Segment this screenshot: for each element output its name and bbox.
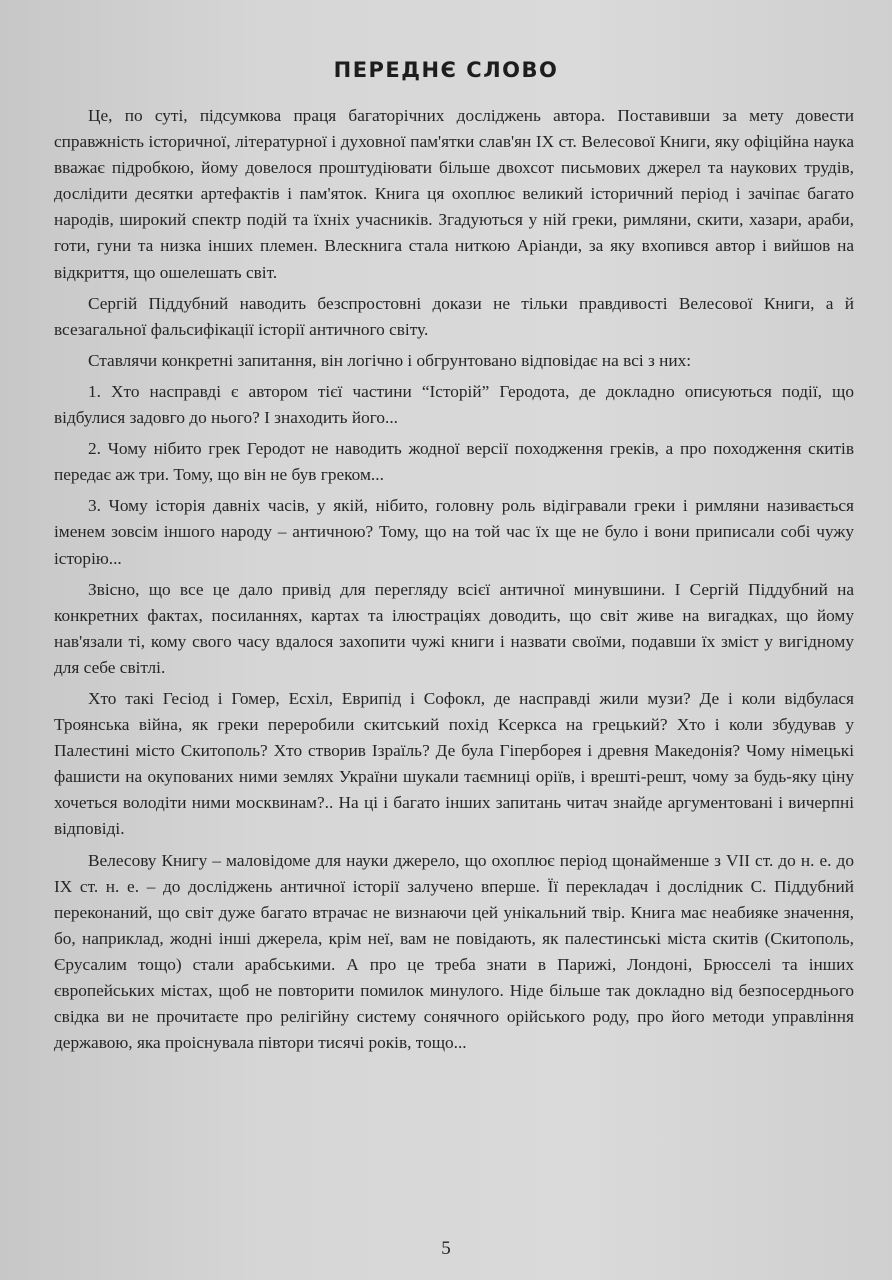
paragraph: Звісно, що все це дало привід для перегляду всієї античної минувшини. І Сергій Піддубний на конкретних фактах, посиланнях, картах та ілюстраціях доводить, що світ живе на вигадках, що йому нав'язали ті, кому свого часу вдалося захопити чужі книги і назвати своїми, подавши їх зміст у вигідному для себе світлі. bbox=[54, 579, 854, 677]
paragraph: 2. Чому нібито грек Геродот не наводить жодної версії походження греків, а про походження скитів передає аж три. Тому, що він не був греком... bbox=[54, 439, 854, 485]
paragraph: Сергій Піддубний наводить безспростовні докази не тільки правдивості Велесової Книги, а й всезагальної фальсифікації історії античного світу. bbox=[54, 293, 854, 339]
paragraph: Велесову Книгу – маловідоме для науки джерело, що охоплює період щонайменше з VII ст. до н. е. до IX ст. н. е. – до досліджень античної історії залучено вперше. Її перекладач і дослідник С. Піддубний переконаний, що світ дуже багато втрачає не визнаючи цей унікальний твір. Книга має неабияке значення, бо, наприклад, жодні інші джерела, крім неї, вам не повідають, як палестинські міста скитів (Скитополь, Єрусалим тощо) стали арабськими. А про це треба знати в Парижі, Лондоні, Брюсселі та інших європейських містах, щоб не повторити помилок минулого. Ніде більше так докладно від безпосерднього свідка ви не прочитаєте про релігійну систему сонячного орійського роду, про його методи управління державою, яка проіснувала півтори тисячі років, тощо... bbox=[54, 850, 854, 1053]
paragraph: 3. Чому історія давніх часів, у якій, нібито, головну роль відігравали греки і римляни називається іменем зовсім іншого народу – античною? Тому, що на той час їх ще не було і вони приписали собі чужу історію... bbox=[54, 496, 854, 568]
page-number: 5 bbox=[441, 1238, 451, 1259]
page-title: ПЕРЕДНЄ СЛОВО bbox=[333, 58, 559, 82]
body-text bbox=[54, 103, 854, 1061]
paragraph: Ставлячи конкретні запитання, він логічно і обгрунтовано відповідає на всі з них: bbox=[88, 350, 692, 370]
paragraph: Це, по суті, підсумкова праця багаторічних досліджень автора. Поставивши за мету довести справжність історичної, літературної і духовної пам'ятки слав'ян IX ст. Велесової Книги, яку офіційна наука вважає підробкою, йому довелося проштудіювати більше двохсот письмових джерел та наукових трудів, дослідити десятки артефактів і пам'яток. Книга ця охоплює великий історичний період і зачіпає багато народів, широкий спектр подій та їхніх учасників. Згадуються у ній греки, римляни, скити, хазари, араби, готи, гуни та низка інших племен. Влескнига стала ниткою Аріанди, за яку вхопився автор і вийшов на відкриття, що ошелешать світ. bbox=[54, 106, 854, 282]
paragraph: 1. Хто насправді є автором тієї частини “Історій” Геродота, де докладно описуються події, що відбулися задовго до нього? І знаходить його... bbox=[54, 381, 854, 428]
paragraph: Хто такі Гесіод і Гомер, Есхіл, Еврипід і Софокл, де насправді жили музи? Де і коли відбулася Троянська війна, як греки переробили скитський похід Ксеркса на грецький? Хто і коли збудував у Палестині місто Скитополь? Хто створив Ізраїль? Де була Гіперборея і древня Македонія? Чому німецькі фашисти на окупованих ними землях України шукали таємниці оріїв, і врешті-решт, чому за будь-яку ціну хочеться володіти ними москвинам?.. На ці і багато інших запитань читач знайде аргументовані і вичерпні відповіді. bbox=[54, 688, 854, 839]
